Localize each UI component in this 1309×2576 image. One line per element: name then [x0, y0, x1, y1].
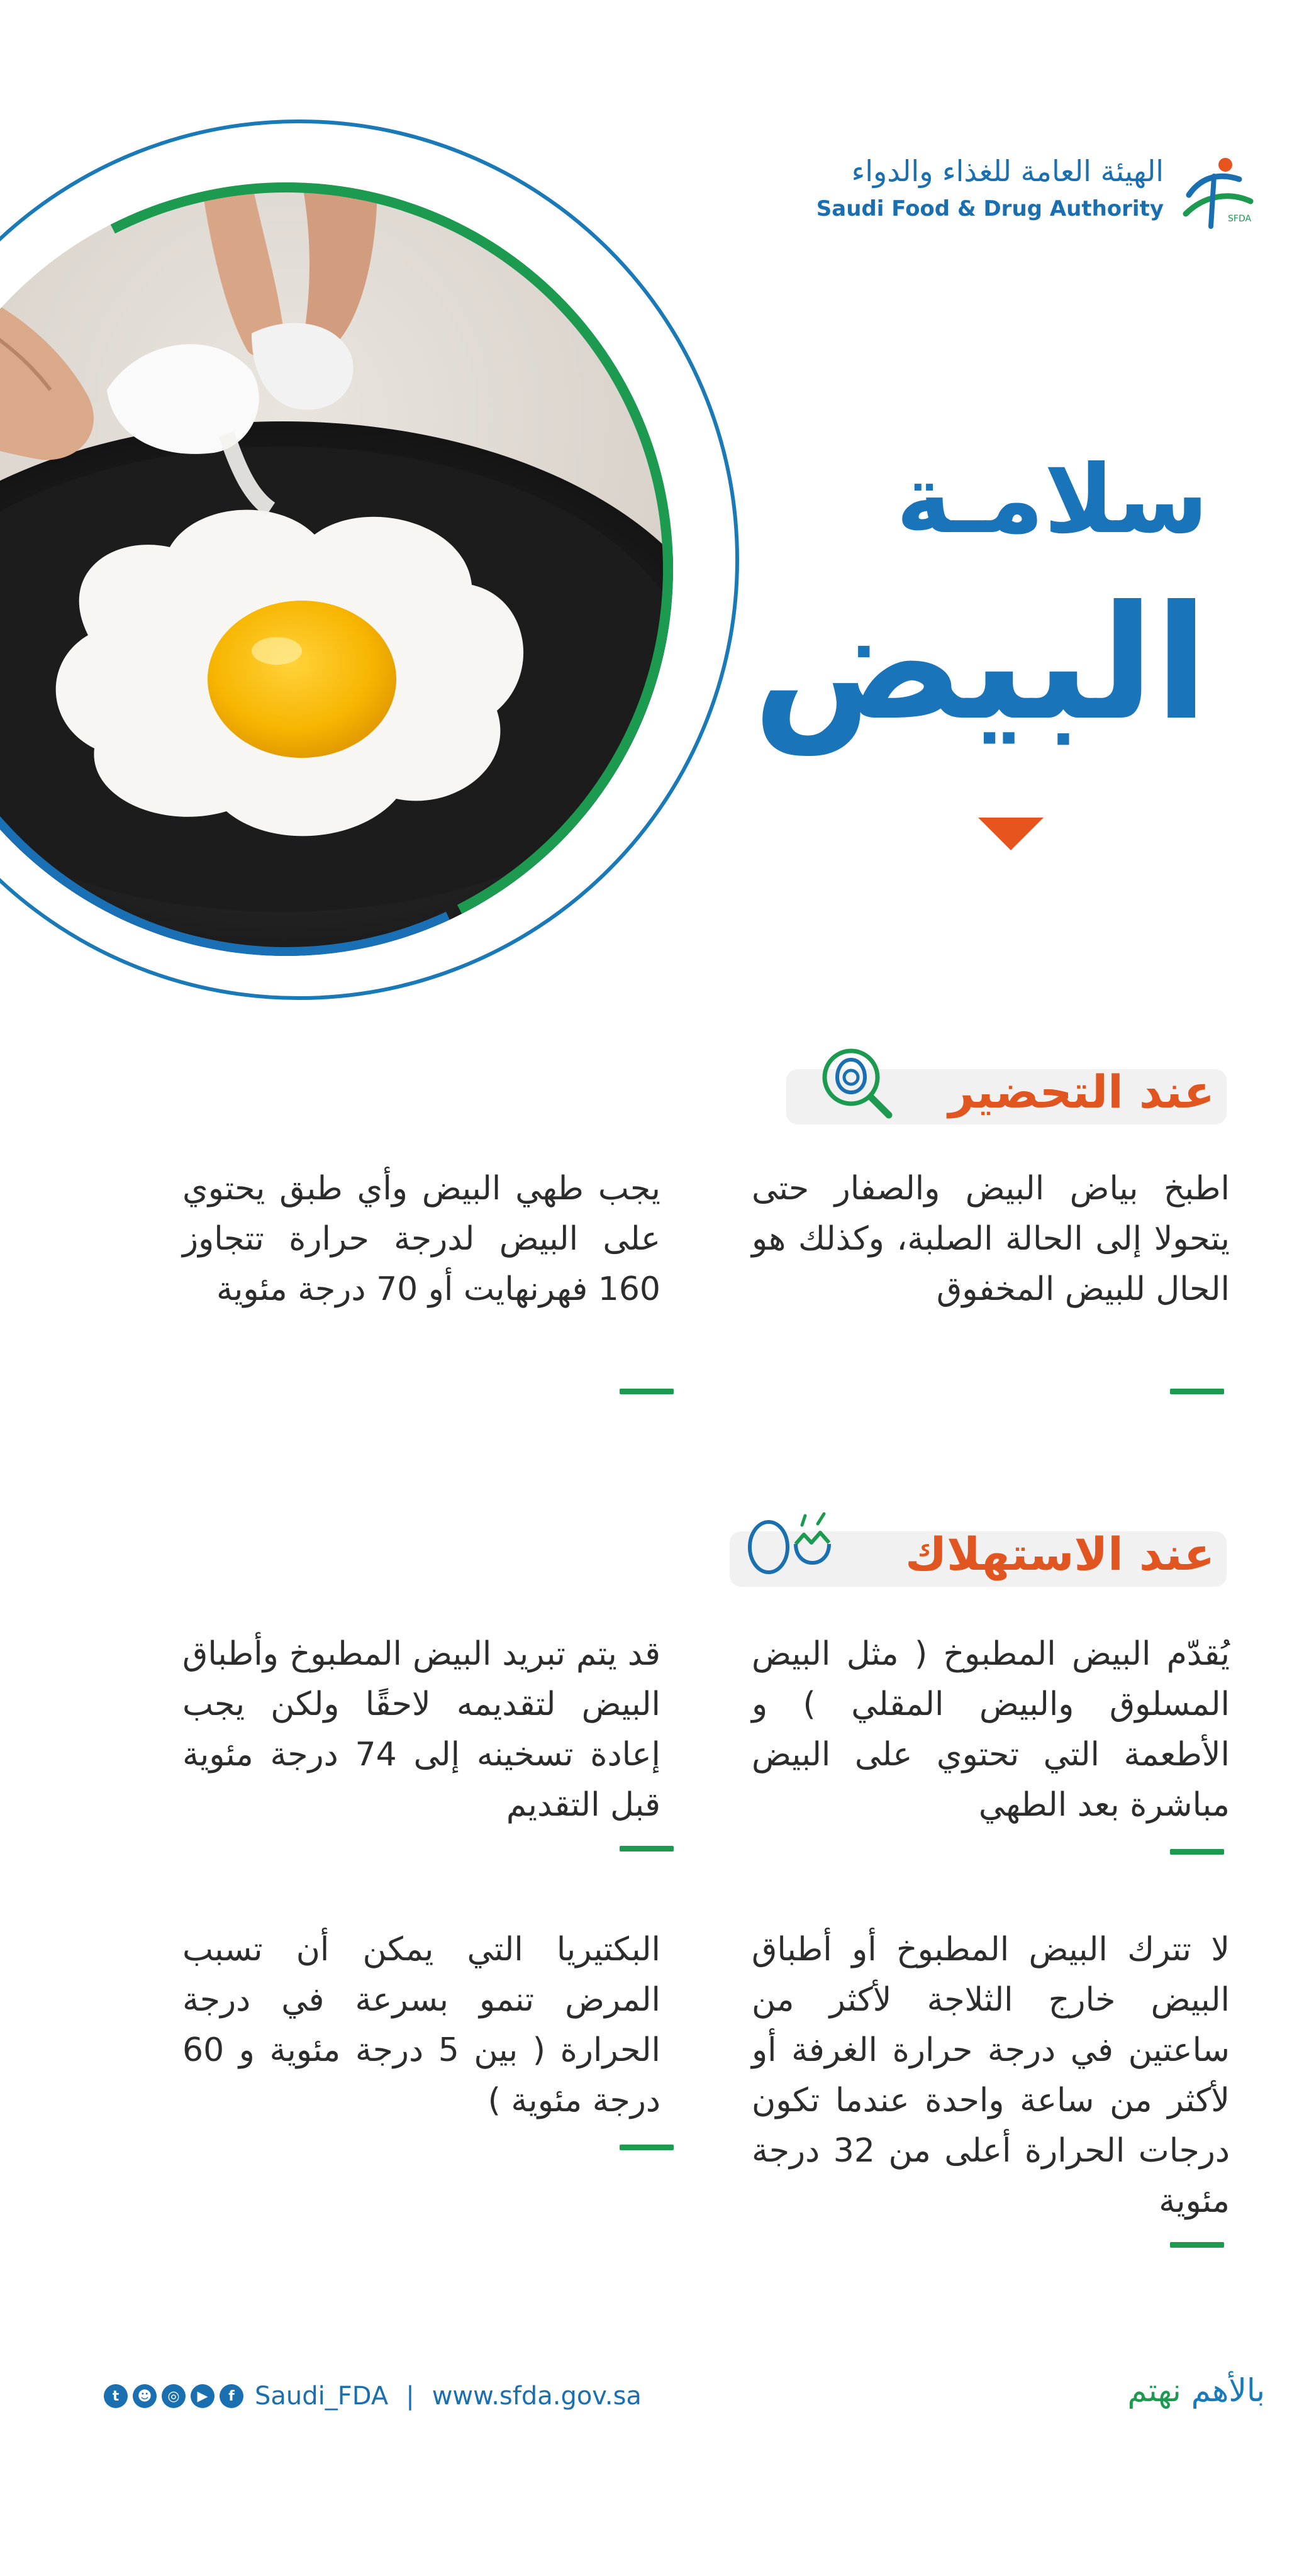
- preparation-item-2: يجب طهي البيض وأي طبق يحتوي على البيض لدرجة حرارة تتجاوز 160 فهرنهايت أو 70 درجة مئوية: [182, 1170, 660, 1308]
- website-link[interactable]: www.sfda.gov.sa: [432, 2382, 642, 2411]
- title-line-2: البيض: [752, 572, 1208, 755]
- egg-magnifier-icon: [815, 1041, 896, 1123]
- consumption-item-2: قد يتم تبريد البيض المطبوخ وأطباق البيض لتقديمه لاحقًا ولكن يجب إعادة تسخينه إلى 74 درجة مئوية قبل التقديم: [182, 1635, 660, 1824]
- twitter-icon[interactable]: t: [104, 2384, 128, 2408]
- logo-arabic-name: الهيئة العامة للغذاء والدواء: [851, 154, 1164, 188]
- slogan-part-b: نهتم: [1127, 2372, 1181, 2409]
- item-divider: [1170, 2242, 1224, 2248]
- preparation-item-1: اطبخ بياض البيض والصفار حتى يتحولا إلى الحالة الصلبة، وكذلك هو الحال للبيض المخفوق: [752, 1170, 1230, 1308]
- accent-arc-blue: [0, 74, 782, 1065]
- logo-english-name: Saudi Food & Drug Authority: [816, 196, 1164, 221]
- logo-abbr: SFDA: [1228, 214, 1252, 224]
- section-title-consumption: عند الاستهلاك: [905, 1528, 1215, 1580]
- footer-separator: |: [406, 2382, 415, 2411]
- facebook-icon[interactable]: f: [220, 2384, 243, 2408]
- section-title-preparation: عند التحضير: [948, 1065, 1215, 1118]
- item-divider: [1170, 1849, 1224, 1855]
- item-divider: [620, 1846, 674, 1852]
- consumption-item-4: البكتيريا التي يمكن أن تسبب المرض تنمو بسرعة في درجة الحرارة ( بين 5 درجة مئوية و 60 درجة مئوية ): [182, 1931, 661, 2119]
- down-arrow-icon: [978, 818, 1044, 850]
- item-divider: [620, 1389, 674, 1394]
- consumption-item-1: يُقدّم البيض المطبوخ ( مثل البيض المسلوق والبيض المقلي ) و الأطعمة التي تحتوي على البيض مباشرة بعد الطهي: [752, 1635, 1230, 1824]
- snapchat-icon[interactable]: ☻: [133, 2384, 157, 2408]
- item-divider: [620, 2145, 674, 2150]
- footer-slogan: [1127, 2372, 1265, 2409]
- sfda-emblem-icon: [1176, 151, 1258, 233]
- item-divider: [1170, 1389, 1224, 1394]
- title-line-1: سلامـة: [896, 445, 1208, 555]
- slogan-part-a: بالأهم: [1191, 2372, 1265, 2409]
- social-handle[interactable]: Saudi_FDA: [255, 2382, 389, 2411]
- sfda-logo: [780, 151, 1258, 233]
- footer-contact: [104, 2377, 642, 2415]
- egg-cracked-icon: [742, 1506, 843, 1582]
- instagram-icon[interactable]: ◎: [162, 2384, 186, 2408]
- consumption-item-3: لا تترك البيض المطبوخ أو أطباق البيض خارج الثلاجة لأكثر من ساعتين في درجة حرارة الغرفة أو لأكثر من ساعة واحدة عندما تكون درجات الحرارة أعلى من 32 درجة مئوية: [752, 1931, 1230, 2220]
- youtube-icon[interactable]: ▶: [191, 2384, 214, 2408]
